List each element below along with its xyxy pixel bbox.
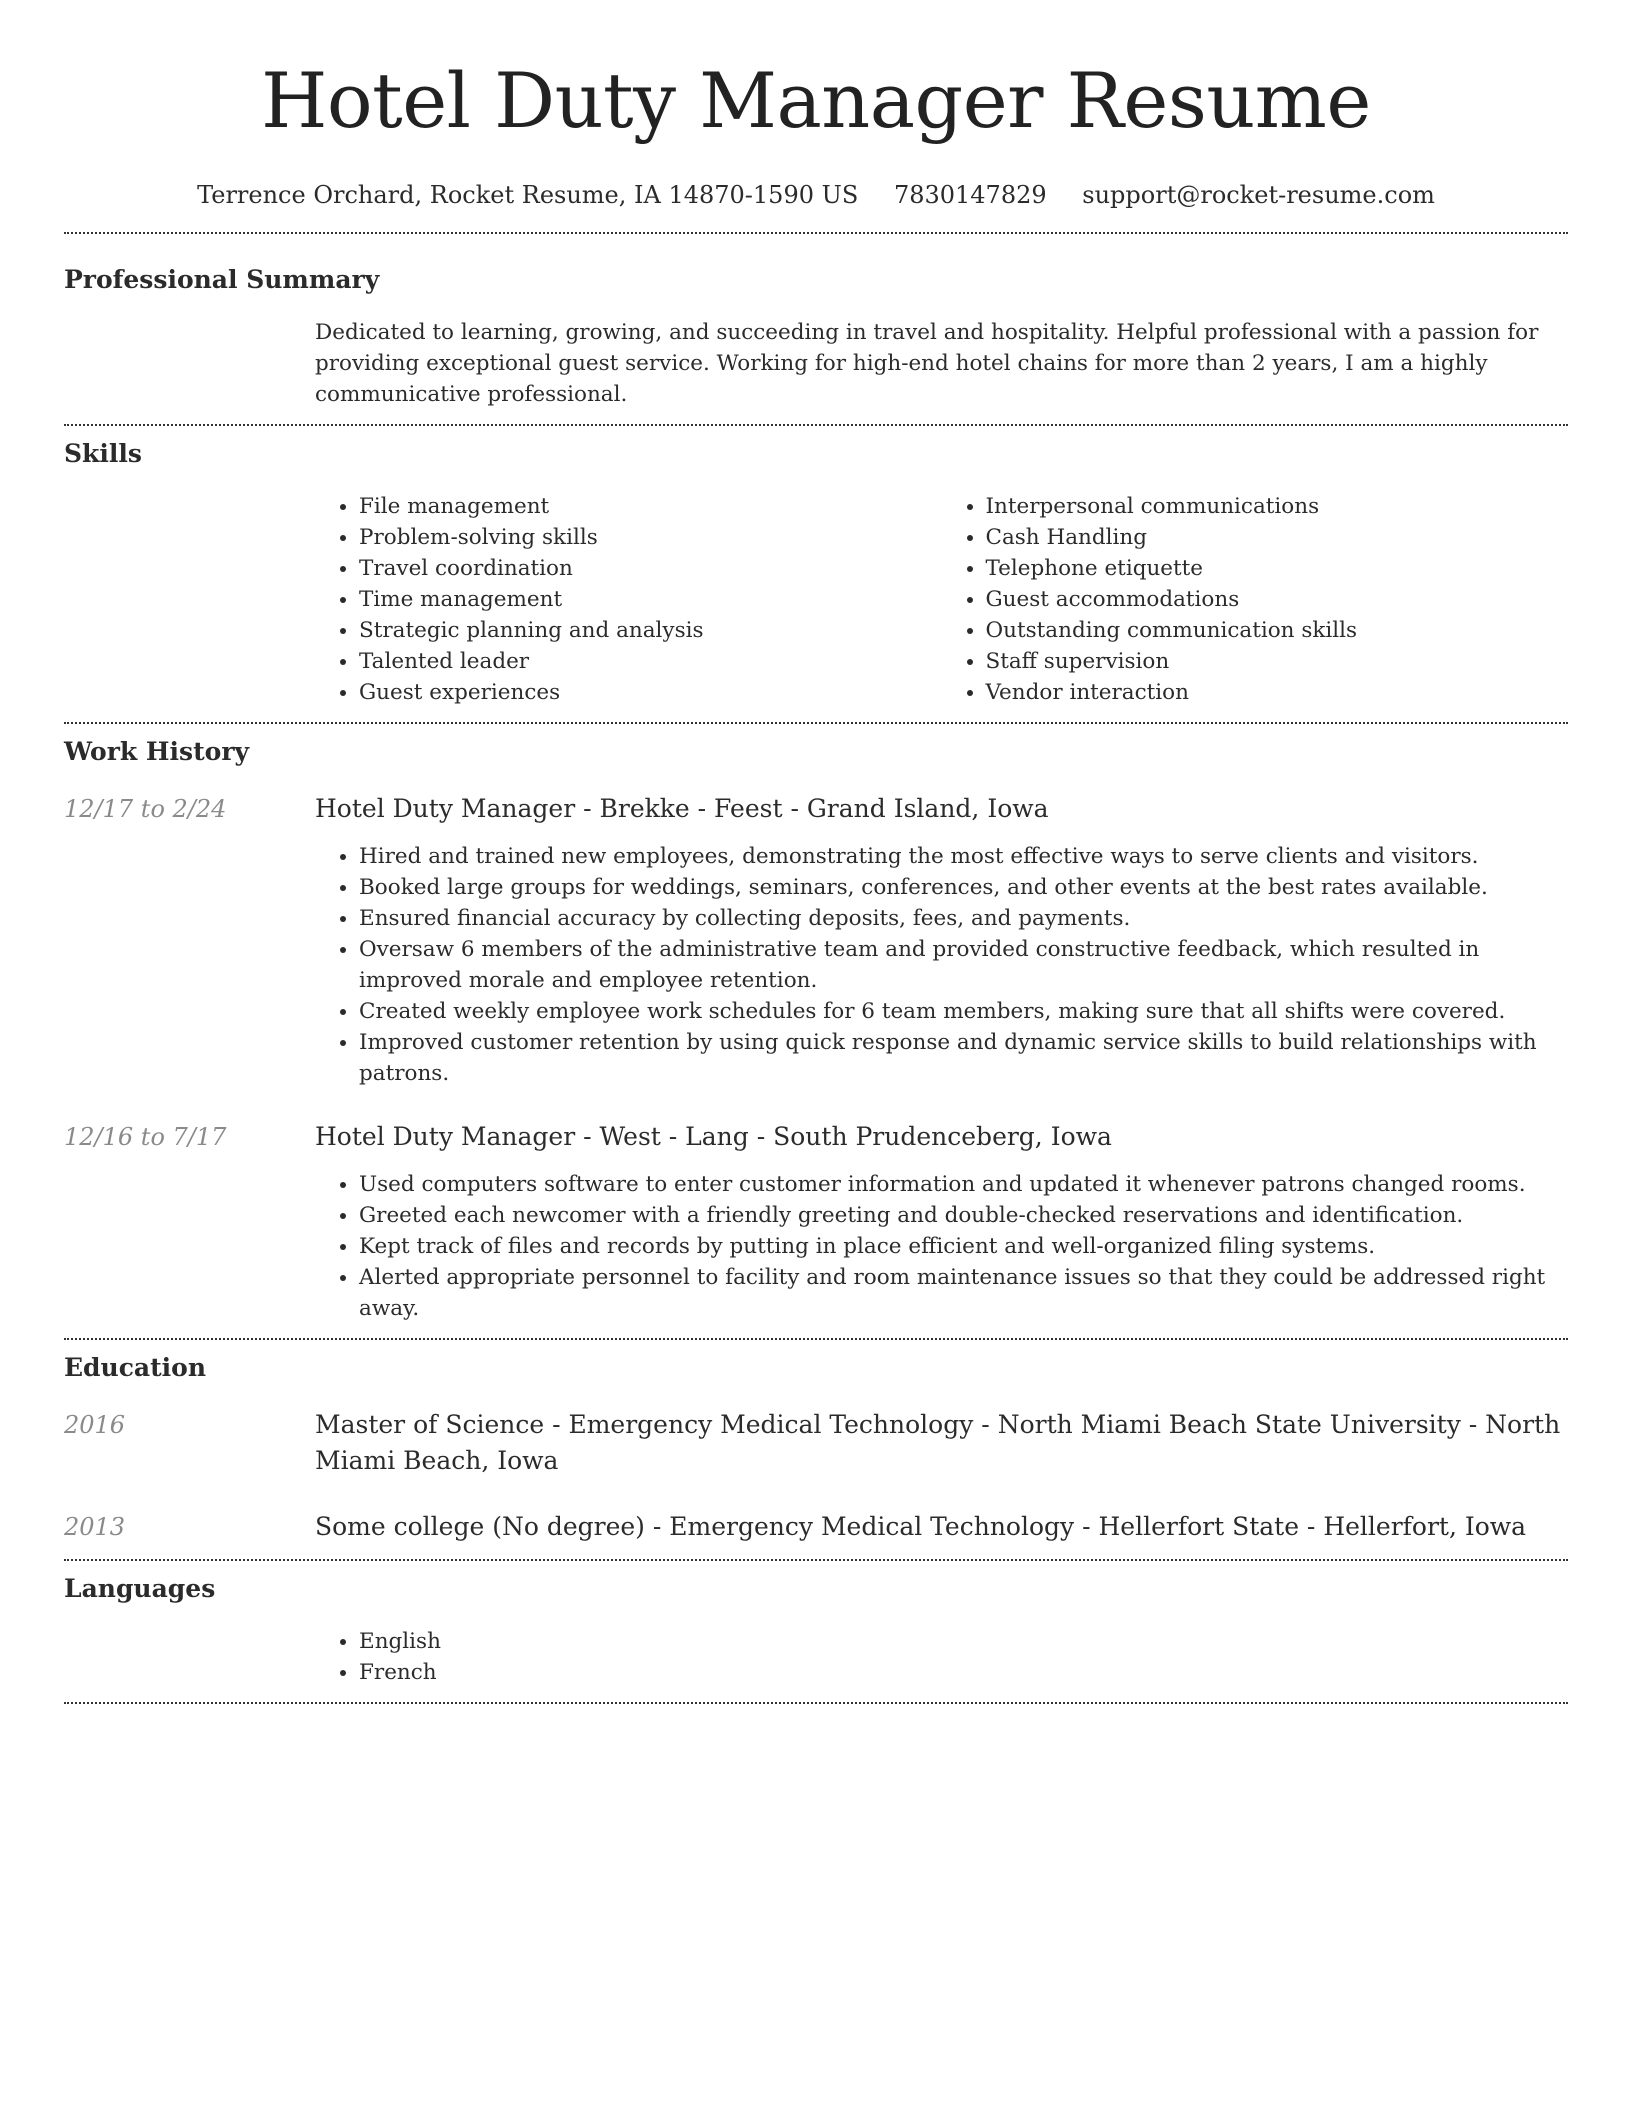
skills-list-left xyxy=(315,491,942,708)
list-item: • File management xyxy=(359,491,942,522)
languages-heading: Languages xyxy=(64,1574,216,1603)
list-item: • Oversaw 6 members of the administrative team and provided constructive feedback, which resulted in improved morale and employee retention. xyxy=(359,934,1568,996)
list-item: • Cash Handling xyxy=(986,522,1569,553)
list-item: • Greeted each newcomer with a friendly greeting and double-checked reservations and identification. xyxy=(359,1200,1568,1231)
divider-languages xyxy=(64,1702,1568,1704)
section-summary xyxy=(64,234,1568,410)
list-item: • Staff supervision xyxy=(986,646,1569,677)
work-heading: Work History xyxy=(64,737,250,766)
job-bullets xyxy=(315,1169,1568,1324)
section-education xyxy=(64,1340,1568,1545)
list-item: • Time management xyxy=(359,584,942,615)
contact-email: support@rocket-resume.com xyxy=(1082,181,1435,209)
list-item: • Talented leader xyxy=(359,646,942,677)
list-item: • Booked large groups for weddings, seminars, conferences, and other events at the best rates available. xyxy=(359,872,1568,903)
list-item: • Outstanding communication skills xyxy=(986,615,1569,646)
section-work-history xyxy=(64,724,1568,1324)
education-year: 2016 xyxy=(64,1411,126,1439)
list-item: • Travel coordination xyxy=(359,553,942,584)
resume-title: Hotel Duty Manager Resume xyxy=(261,56,1371,145)
list-item: • Guest experiences xyxy=(359,677,942,708)
list-item: • Improved customer retention by using quick response and dynamic service skills to build relationships with patrons. xyxy=(359,1027,1568,1089)
list-item: • Created weekly employee work schedules for 6 team members, making sure that all shifts were covered. xyxy=(359,996,1568,1027)
list-item: • Strategic planning and analysis xyxy=(359,615,942,646)
job-entry xyxy=(64,791,1568,1089)
education-year: 2013 xyxy=(64,1513,126,1541)
job-title: Hotel Duty Manager - West - Lang - South Prudenceberg, Iowa xyxy=(315,1122,1112,1151)
list-item: • Problem-solving skills xyxy=(359,522,942,553)
list-item: • Kept track of files and records by putting in place efficient and well-organized filing systems. xyxy=(359,1231,1568,1262)
education-entry xyxy=(64,1509,1568,1545)
job-dates: 12/17 to 2/24 xyxy=(64,795,227,823)
education-heading: Education xyxy=(64,1353,207,1382)
education-detail: Some college (No degree) - Emergency Medical Technology - Hellerfort State - Hellerfort, Iowa xyxy=(315,1512,1527,1541)
skills-heading: Skills xyxy=(64,439,142,468)
section-languages xyxy=(64,1561,1568,1688)
list-item: • Ensured financial accuracy by collecting deposits, fees, and payments. xyxy=(359,903,1568,934)
skills-list-right xyxy=(942,491,1569,708)
list-item: • Vendor interaction xyxy=(986,677,1569,708)
contact-line xyxy=(64,178,1568,212)
section-skills xyxy=(64,426,1568,708)
job-dates: 12/16 to 7/17 xyxy=(64,1123,227,1151)
contact-address: Terrence Orchard, Rocket Resume, IA 14870-1590 US xyxy=(197,181,859,209)
summary-heading: Professional Summary xyxy=(64,265,380,294)
job-entry xyxy=(64,1119,1568,1324)
education-detail: Master of Science - Emergency Medical Technology - North Miami Beach State University - North Miami Beach, Iowa xyxy=(315,1410,1561,1475)
job-bullets xyxy=(315,841,1568,1089)
list-item: • Alerted appropriate personnel to facility and room maintenance issues so that they could be addressed right away. xyxy=(359,1262,1568,1324)
list-item: • Telephone etiquette xyxy=(986,553,1569,584)
job-title: Hotel Duty Manager - Brekke - Feest - Grand Island, Iowa xyxy=(315,794,1049,823)
list-item: • Interpersonal communications xyxy=(986,491,1569,522)
list-item: • Guest accommodations xyxy=(986,584,1569,615)
languages-list xyxy=(315,1626,1568,1688)
list-item: • Used computers software to enter customer information and updated it whenever patrons changed rooms. xyxy=(359,1169,1568,1200)
education-entry xyxy=(64,1407,1568,1479)
list-item: • English xyxy=(359,1626,1568,1657)
contact-phone: 7830147829 xyxy=(893,181,1047,209)
list-item: • French xyxy=(359,1657,1568,1688)
list-item: • Hired and trained new employees, demonstrating the most effective ways to serve clients and visitors. xyxy=(359,841,1568,872)
summary-text: Dedicated to learning, growing, and succeeding in travel and hospitality. Helpful professional with a passion for providing exceptional guest service. Working for high-end hotel chains for more than 2 years, I am a highly communicative professional. xyxy=(315,320,1539,407)
